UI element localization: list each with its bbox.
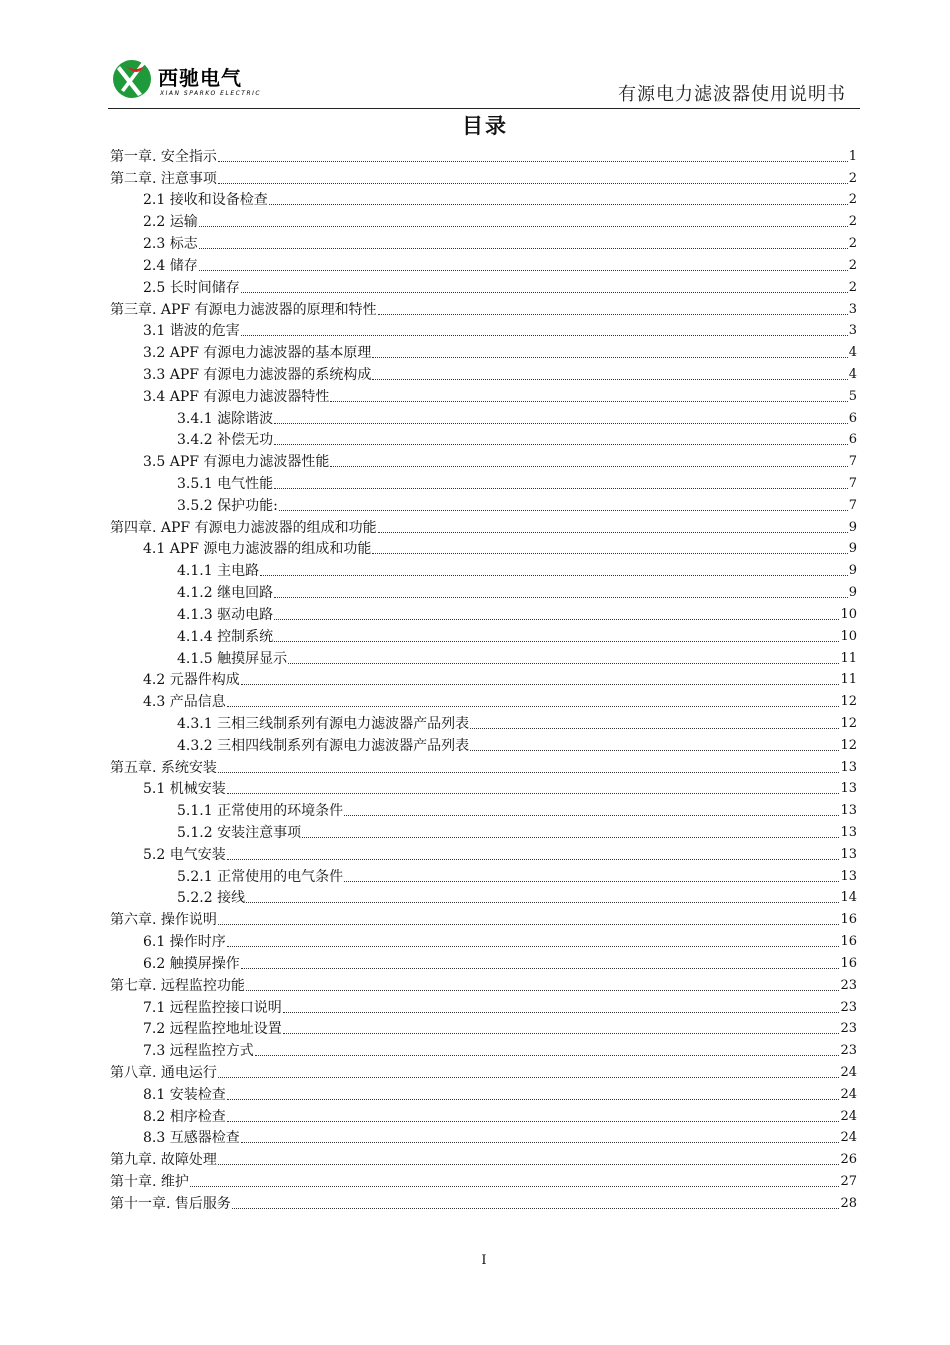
toc-entry-page: 13 xyxy=(840,868,857,884)
toc-entry[interactable] xyxy=(110,906,857,928)
toc-entry-page: 9 xyxy=(848,585,857,601)
toc-entry-page: 3 xyxy=(848,323,857,339)
toc-leader-dots xyxy=(274,423,848,424)
toc-entry-title: 4.3 产品信息 xyxy=(143,694,226,711)
toc-leader-dots xyxy=(246,990,840,991)
toc-entry-title: 3.2 APF 有源电力滤波器的基本原理 xyxy=(143,345,372,362)
toc-leader-dots xyxy=(279,510,848,511)
toc-entry-title: 4.1.4 控制系统 xyxy=(177,628,274,645)
toc-entry[interactable] xyxy=(110,1016,857,1038)
toc-entry-title: 3.3 APF 有源电力滤波器的系统构成 xyxy=(143,366,372,383)
toc-entry-page: 13 xyxy=(840,759,857,775)
toc-entry[interactable] xyxy=(110,536,857,558)
toc-entry-title: 第八章. 通电运行 xyxy=(110,1064,217,1081)
toc-entry-title: 7.2 远程监控地址设置 xyxy=(143,1021,282,1038)
toc-entry-page: 4 xyxy=(848,345,857,361)
toc-entry-page: 12 xyxy=(840,694,857,710)
toc-leader-dots xyxy=(227,946,840,947)
toc-entry[interactable] xyxy=(110,1190,857,1212)
toc-leader-dots xyxy=(330,401,847,402)
toc-entry[interactable] xyxy=(110,885,857,907)
toc-entry[interactable] xyxy=(110,928,857,950)
toc-leader-dots xyxy=(227,1099,840,1100)
toc-entry[interactable] xyxy=(110,1059,857,1081)
toc-entry-title: 第六章. 操作说明 xyxy=(110,912,217,929)
toc-entry[interactable] xyxy=(110,732,857,754)
toc-leader-dots xyxy=(255,1055,840,1056)
toc-entry[interactable] xyxy=(110,797,857,819)
toc-entry-title: 4.2 元器件构成 xyxy=(143,672,240,689)
page-number: I xyxy=(481,1253,487,1268)
toc-entry-page: 27 xyxy=(840,1174,857,1189)
toc-leader-dots xyxy=(199,226,848,227)
toc-entry-title: 3.4.2 补偿无功 xyxy=(177,432,274,449)
toc-leader-dots xyxy=(241,1142,840,1143)
toc-entry[interactable] xyxy=(110,776,857,798)
toc-leader-dots xyxy=(227,706,840,707)
toc-leader-dots xyxy=(470,728,839,729)
toc-entry[interactable] xyxy=(110,972,857,994)
toc-entry-page: 12 xyxy=(840,715,857,731)
toc-entry-title: 第七章. 远程监控功能 xyxy=(110,977,245,994)
toc-leader-dots xyxy=(218,772,840,773)
toc-entry[interactable] xyxy=(110,427,857,449)
toc-leader-dots xyxy=(274,619,839,620)
toc-entry[interactable] xyxy=(110,405,857,427)
toc-entry-page: 16 xyxy=(840,955,857,971)
toc-entry-title: 第十一章. 售后服务 xyxy=(110,1195,231,1212)
toc-entry[interactable] xyxy=(110,1146,857,1168)
toc-entry-page: 23 xyxy=(840,999,857,1015)
toc-leader-dots xyxy=(260,575,848,576)
toc-entry-page: 9 xyxy=(848,519,857,535)
toc-entry-page: 7 xyxy=(848,476,857,491)
toc-entry-page: 28 xyxy=(840,1195,857,1211)
toc-leader-dots xyxy=(218,183,848,184)
toc-entry-page: 26 xyxy=(840,1152,857,1168)
toc-entry[interactable] xyxy=(110,579,857,601)
toc-entry[interactable] xyxy=(110,143,857,165)
toc-leader-dots xyxy=(218,1164,840,1165)
toc-entry-title: 2.3 标志 xyxy=(143,236,198,253)
toc-leader-dots xyxy=(274,641,839,642)
toc-heading: 目录 xyxy=(462,114,508,138)
toc-entry-title: 3.5.2 保护功能: xyxy=(177,497,278,514)
toc-entry-title: 8.2 相序检查 xyxy=(143,1108,226,1125)
toc-leader-dots xyxy=(470,750,839,751)
toc-entry-page: 11 xyxy=(840,672,857,688)
toc-entry-title: 第二章. 注意事项 xyxy=(110,170,217,187)
toc-entry-page: 2 xyxy=(848,236,857,252)
toc-entry-title: 第一章. 安全指示 xyxy=(110,148,217,165)
toc-entry[interactable] xyxy=(110,1037,857,1059)
toc-entry[interactable] xyxy=(110,841,857,863)
toc-leader-dots xyxy=(199,248,848,249)
toc-leader-dots xyxy=(241,292,848,293)
toc-entry-page: 24 xyxy=(840,1108,857,1124)
toc-leader-dots xyxy=(274,597,848,598)
toc-entry[interactable] xyxy=(110,623,857,645)
toc-entry-title: 8.3 互感器检查 xyxy=(143,1130,240,1147)
document-title: 有源电力滤波器使用说明书 xyxy=(618,84,846,105)
toc-leader-dots xyxy=(246,902,839,903)
toc-entry[interactable] xyxy=(110,514,857,536)
toc-entry[interactable] xyxy=(110,318,857,340)
toc-leader-dots xyxy=(372,553,847,554)
toc-leader-dots xyxy=(330,466,847,467)
toc-leader-dots xyxy=(199,270,848,271)
toc-entry-title: 7.1 远程监控接口说明 xyxy=(143,999,282,1016)
toc-entry[interactable] xyxy=(110,994,857,1016)
toc-entry[interactable] xyxy=(110,1168,857,1190)
toc-entry-title: 5.1.2 安装注意事项 xyxy=(177,825,302,841)
toc-entry-page: 13 xyxy=(840,825,857,840)
toc-entry-title: 2.5 长时间储存 xyxy=(143,279,240,296)
toc-entry-page: 23 xyxy=(840,1043,857,1059)
toc-leader-dots xyxy=(283,1033,840,1034)
toc-entry[interactable] xyxy=(110,1103,857,1125)
toc-entry[interactable] xyxy=(110,361,857,383)
toc-entry-page: 24 xyxy=(840,1086,857,1102)
company-logo xyxy=(112,58,262,102)
toc-leader-dots xyxy=(274,488,848,489)
toc-leader-dots xyxy=(269,204,848,205)
toc-leader-dots xyxy=(218,1077,840,1078)
toc-leader-dots xyxy=(218,924,840,925)
toc-entry[interactable] xyxy=(110,230,857,252)
toc-entry-title: 3.5.1 电气性能 xyxy=(177,476,274,492)
toc-entry[interactable] xyxy=(110,252,857,274)
toc-entry-title: 第十章. 维护 xyxy=(110,1174,189,1190)
toc-entry-page: 9 xyxy=(848,563,857,579)
toc-entry-title: 2.1 接收和设备检查 xyxy=(143,192,268,209)
toc-entry-title: 4.1.2 继电回路 xyxy=(177,585,274,602)
toc-leader-dots xyxy=(218,161,848,162)
toc-leader-dots xyxy=(232,1208,840,1209)
toc-entry-page: 2 xyxy=(848,214,857,230)
toc-entry-title: 6.1 操作时序 xyxy=(143,934,226,951)
toc-entry[interactable] xyxy=(110,383,857,405)
toc-entry[interactable] xyxy=(110,274,857,296)
toc-leader-dots xyxy=(372,379,847,380)
toc-entry-title: 4.1 APF 源电力滤波器的组成和功能 xyxy=(143,541,372,558)
toc-entry-page: 6 xyxy=(848,410,857,426)
toc-entry-title: 4.3.2 三相四线制系列有源电力滤波器产品列表 xyxy=(177,737,470,754)
toc-entry-page: 4 xyxy=(848,366,857,382)
toc-entry[interactable] xyxy=(110,645,857,667)
toc-entry-page: 10 xyxy=(840,606,857,622)
toc-leader-dots xyxy=(227,859,840,860)
toc-entry[interactable] xyxy=(110,688,857,710)
toc-entry-title: 8.1 安装检查 xyxy=(143,1086,226,1103)
toc-entry[interactable] xyxy=(110,492,857,514)
toc-entry-title: 3.4.1 滤除谐波 xyxy=(177,410,274,427)
toc-entry-title: 3.5 APF 有源电力滤波器性能 xyxy=(143,454,330,471)
toc-entry-page: 23 xyxy=(840,977,857,993)
toc-entry-page: 13 xyxy=(840,846,857,862)
toc-entry-page: 14 xyxy=(840,890,857,906)
toc-entry-page: 2 xyxy=(848,170,857,186)
toc-entry-page: 13 xyxy=(840,781,857,797)
toc-entry-page: 23 xyxy=(840,1021,857,1037)
toc-leader-dots xyxy=(227,1121,840,1122)
toc-entry[interactable] xyxy=(110,754,857,776)
toc-entry-title: 第五章. 系统安装 xyxy=(110,759,217,776)
toc-entry[interactable] xyxy=(110,667,857,689)
toc-entry[interactable] xyxy=(110,819,857,841)
toc-entry-page: 11 xyxy=(840,650,857,666)
toc-entry-page: 2 xyxy=(848,257,857,273)
toc-leader-dots xyxy=(372,357,847,358)
toc-entry[interactable] xyxy=(110,470,857,492)
toc-leader-dots xyxy=(283,1012,840,1013)
toc-entry-title: 7.3 远程监控方式 xyxy=(143,1043,254,1060)
table-of-contents xyxy=(110,143,857,1212)
logo-name: 西驰电气 xyxy=(158,66,242,90)
toc-entry[interactable] xyxy=(110,1125,857,1147)
toc-entry-page: 10 xyxy=(840,628,857,644)
toc-entry[interactable] xyxy=(110,601,857,623)
toc-entry[interactable] xyxy=(110,296,857,318)
toc-leader-dots xyxy=(378,314,848,315)
toc-entry[interactable] xyxy=(110,339,857,361)
toc-entry-title: 2.2 运输 xyxy=(143,214,198,231)
toc-entry[interactable] xyxy=(110,165,857,187)
toc-entry[interactable] xyxy=(110,1081,857,1103)
toc-leader-dots xyxy=(344,815,839,816)
page-header xyxy=(108,58,860,109)
toc-entry-title: 4.3.1 三相三线制系列有源电力滤波器产品列表 xyxy=(177,715,470,732)
toc-leader-dots xyxy=(190,1186,840,1187)
toc-entry-title: 5.2 电气安装 xyxy=(143,846,226,863)
toc-entry-page: 7 xyxy=(848,454,857,470)
logo-subtitle: XIAN SPARKO ELECTRIC xyxy=(160,90,262,97)
toc-leader-dots xyxy=(241,968,840,969)
toc-entry-title: 5.1 机械安装 xyxy=(143,781,226,798)
toc-entry-title: 第九章. 故障处理 xyxy=(110,1152,217,1169)
toc-entry[interactable] xyxy=(110,208,857,230)
toc-entry-page: 5 xyxy=(848,388,857,404)
toc-entry-title: 第三章. APF 有源电力滤波器的原理和特性 xyxy=(110,301,377,318)
toc-entry-title: 4.1.5 触摸屏显示 xyxy=(177,650,288,667)
toc-entry[interactable] xyxy=(110,448,857,470)
toc-leader-dots xyxy=(227,793,840,794)
toc-entry-title: 3.4 APF 有源电力滤波器特性 xyxy=(143,388,330,405)
toc-entry-page: 12 xyxy=(840,737,857,753)
toc-leader-dots xyxy=(241,335,848,336)
toc-leader-dots xyxy=(378,532,848,533)
toc-entry-page: 3 xyxy=(848,301,857,317)
toc-entry-title: 2.4 储存 xyxy=(143,257,198,274)
toc-entry-page: 7 xyxy=(848,497,857,513)
toc-leader-dots xyxy=(302,837,839,838)
toc-entry-title: 5.1.1 正常使用的环境条件 xyxy=(177,803,344,820)
toc-entry[interactable] xyxy=(110,710,857,732)
toc-entry-page: 24 xyxy=(840,1130,857,1146)
toc-entry-page: 6 xyxy=(848,432,857,448)
toc-entry-page: 2 xyxy=(848,279,857,295)
toc-leader-dots xyxy=(288,663,839,664)
toc-entry-title: 3.1 谐波的危害 xyxy=(143,323,240,340)
toc-entry-page: 13 xyxy=(840,803,857,819)
logo-mark-icon xyxy=(112,58,154,100)
toc-entry-page: 16 xyxy=(840,934,857,950)
toc-entry-page: 2 xyxy=(848,192,857,208)
toc-leader-dots xyxy=(344,881,839,882)
toc-entry-title: 4.1.3 驱动电路 xyxy=(177,606,274,623)
toc-entry-page: 1 xyxy=(848,148,857,164)
toc-entry[interactable] xyxy=(110,187,857,209)
toc-entry-title: 6.2 触摸屏操作 xyxy=(143,955,240,972)
toc-entry-title: 第四章. APF 有源电力滤波器的组成和功能 xyxy=(110,519,377,536)
toc-entry-title: 4.1.1 主电路 xyxy=(177,563,260,580)
toc-leader-dots xyxy=(241,684,840,685)
toc-entry[interactable] xyxy=(110,863,857,885)
toc-entry[interactable] xyxy=(110,557,857,579)
toc-entry-page: 24 xyxy=(840,1064,857,1080)
toc-entry[interactable] xyxy=(110,950,857,972)
toc-entry-title: 5.2.2 接线 xyxy=(177,890,246,907)
toc-leader-dots xyxy=(274,444,848,445)
toc-entry-page: 9 xyxy=(848,541,857,557)
toc-entry-page: 16 xyxy=(840,912,857,928)
toc-entry-title: 5.2.1 正常使用的电气条件 xyxy=(177,868,344,885)
